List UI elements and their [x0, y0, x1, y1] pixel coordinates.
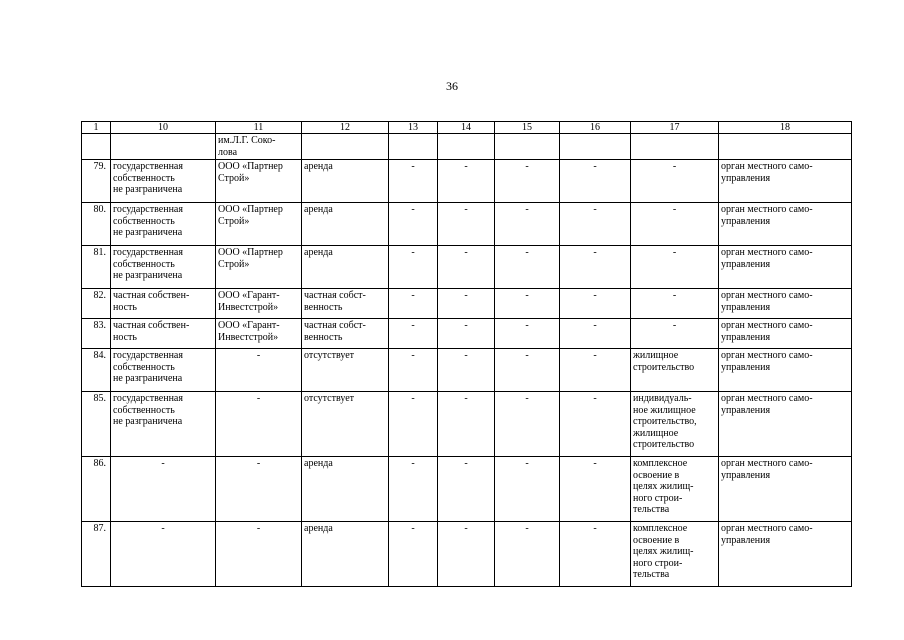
table-cell: - — [495, 289, 560, 319]
table-cell — [631, 134, 719, 160]
table-cell: орган местного само- управления — [719, 349, 852, 392]
table-row — [82, 203, 852, 246]
table-cell: 84. — [82, 349, 111, 392]
page-number: 36 — [446, 79, 458, 93]
col-header: 1 — [82, 122, 111, 134]
table-cell: орган местного само- управления — [719, 522, 852, 587]
table-cell: - — [631, 203, 719, 246]
table-cell: - — [495, 349, 560, 392]
table-cell: - — [438, 203, 495, 246]
table-row — [82, 289, 852, 319]
col-header: 13 — [389, 122, 438, 134]
table-cell: аренда — [302, 160, 389, 203]
table-cell: 80. — [82, 203, 111, 246]
table-cell: - — [560, 246, 631, 289]
table-row — [82, 134, 852, 160]
table-cell: орган местного само- управления — [719, 203, 852, 246]
table-cell: - — [438, 289, 495, 319]
col-header: 11 — [216, 122, 302, 134]
table-cell: государственная собственность не разграничена — [111, 203, 216, 246]
table-cell: ООО «Гарант- Инвестстрой» — [216, 289, 302, 319]
table-row — [82, 246, 852, 289]
table-cell — [438, 134, 495, 160]
table-header — [82, 122, 852, 134]
table-cell: - — [560, 289, 631, 319]
table-cell: - — [111, 522, 216, 587]
table-cell: - — [216, 349, 302, 392]
table-cell: - — [631, 289, 719, 319]
table-cell — [719, 134, 852, 160]
table-cell: ООО «Гарант- Инвестстрой» — [216, 319, 302, 349]
table-cell: - — [389, 349, 438, 392]
col-header: 18 — [719, 122, 852, 134]
table-row — [82, 522, 852, 587]
table-cell: государственная собственность не разграничена — [111, 349, 216, 392]
table-cell: - — [389, 246, 438, 289]
table-row — [82, 457, 852, 522]
table-cell: - — [631, 246, 719, 289]
table-cell: - — [216, 522, 302, 587]
table-cell: государственная собственность не разграничена — [111, 392, 216, 457]
table-cell: - — [438, 160, 495, 203]
table-cell: - — [495, 160, 560, 203]
table-cell: комплексное освоение в целях жилищ- ного строи- тельства — [631, 457, 719, 522]
table-cell: - — [111, 457, 216, 522]
table-cell: - — [560, 392, 631, 457]
table-cell: - — [438, 319, 495, 349]
table-cell: - — [216, 392, 302, 457]
col-header: 10 — [111, 122, 216, 134]
table-cell: - — [495, 246, 560, 289]
table-cell: - — [631, 160, 719, 203]
table-cell: - — [389, 203, 438, 246]
table-cell: аренда — [302, 203, 389, 246]
table-cell: - — [495, 392, 560, 457]
table-cell: - — [438, 246, 495, 289]
table-cell: частная собст- венность — [302, 319, 389, 349]
table-cell: частная собствен- ность — [111, 289, 216, 319]
table-cell: 81. — [82, 246, 111, 289]
table-cell: аренда — [302, 246, 389, 289]
table-cell: - — [631, 319, 719, 349]
table-row — [82, 319, 852, 349]
table-cell: аренда — [302, 457, 389, 522]
table-cell: 79. — [82, 160, 111, 203]
table-cell: - — [495, 457, 560, 522]
col-header: 12 — [302, 122, 389, 134]
table-cell: - — [495, 203, 560, 246]
table-cell: - — [560, 203, 631, 246]
table-cell: - — [560, 160, 631, 203]
table-cell: орган местного само- управления — [719, 319, 852, 349]
table-row — [82, 392, 852, 457]
col-header: 16 — [560, 122, 631, 134]
table-cell: - — [560, 349, 631, 392]
col-header: 14 — [438, 122, 495, 134]
table-cell: частная собствен- ность — [111, 319, 216, 349]
table-cell: - — [560, 457, 631, 522]
table-cell — [111, 134, 216, 160]
col-header: 17 — [631, 122, 719, 134]
table-cell: 85. — [82, 392, 111, 457]
table-cell: частная собст- венность — [302, 289, 389, 319]
table-cell: аренда — [302, 522, 389, 587]
table-cell: орган местного само- управления — [719, 289, 852, 319]
table-cell: комплексное освоение в целях жилищ- ного строи- тельства — [631, 522, 719, 587]
table-cell — [560, 134, 631, 160]
table-cell: орган местного само- управления — [719, 160, 852, 203]
table-cell: 87. — [82, 522, 111, 587]
table-cell — [389, 134, 438, 160]
col-header: 15 — [495, 122, 560, 134]
table-cell: индивидуаль- ное жилищное строительство, жилищное строительство — [631, 392, 719, 457]
table-cell: - — [495, 319, 560, 349]
table-cell: - — [389, 457, 438, 522]
table-cell: - — [438, 522, 495, 587]
table-cell: орган местного само- управления — [719, 392, 852, 457]
table-cell: отсутствует — [302, 392, 389, 457]
data-table — [81, 121, 852, 587]
table-cell: орган местного само- управления — [719, 246, 852, 289]
table-cell: - — [495, 522, 560, 587]
table-cell: - — [560, 522, 631, 587]
table-cell: ООО «Партнер Строй» — [216, 246, 302, 289]
table-row — [82, 160, 852, 203]
table-cell: 83. — [82, 319, 111, 349]
table-cell: - — [438, 392, 495, 457]
table-cell: орган местного само- управления — [719, 457, 852, 522]
table-body — [82, 134, 852, 587]
table-cell: - — [438, 457, 495, 522]
table-cell: - — [389, 160, 438, 203]
table-cell: - — [389, 392, 438, 457]
table-cell: ООО «Партнер Строй» — [216, 203, 302, 246]
table-cell: - — [389, 289, 438, 319]
table-cell: государственная собственность не разграничена — [111, 246, 216, 289]
table-cell: - — [216, 457, 302, 522]
table-cell: отсутствует — [302, 349, 389, 392]
table-cell: 82. — [82, 289, 111, 319]
table-cell: жилищное строительство — [631, 349, 719, 392]
table-cell: 86. — [82, 457, 111, 522]
table-cell: - — [389, 522, 438, 587]
table-row — [82, 349, 852, 392]
table-cell: ООО «Партнер Строй» — [216, 160, 302, 203]
table-cell: - — [438, 349, 495, 392]
table-cell: - — [560, 319, 631, 349]
table-cell: государственная собственность не разграничена — [111, 160, 216, 203]
table-cell — [302, 134, 389, 160]
table-cell: им.Л.Г. Соко- лова — [216, 134, 302, 160]
table-cell — [82, 134, 111, 160]
table-cell: - — [389, 319, 438, 349]
table-cell — [495, 134, 560, 160]
